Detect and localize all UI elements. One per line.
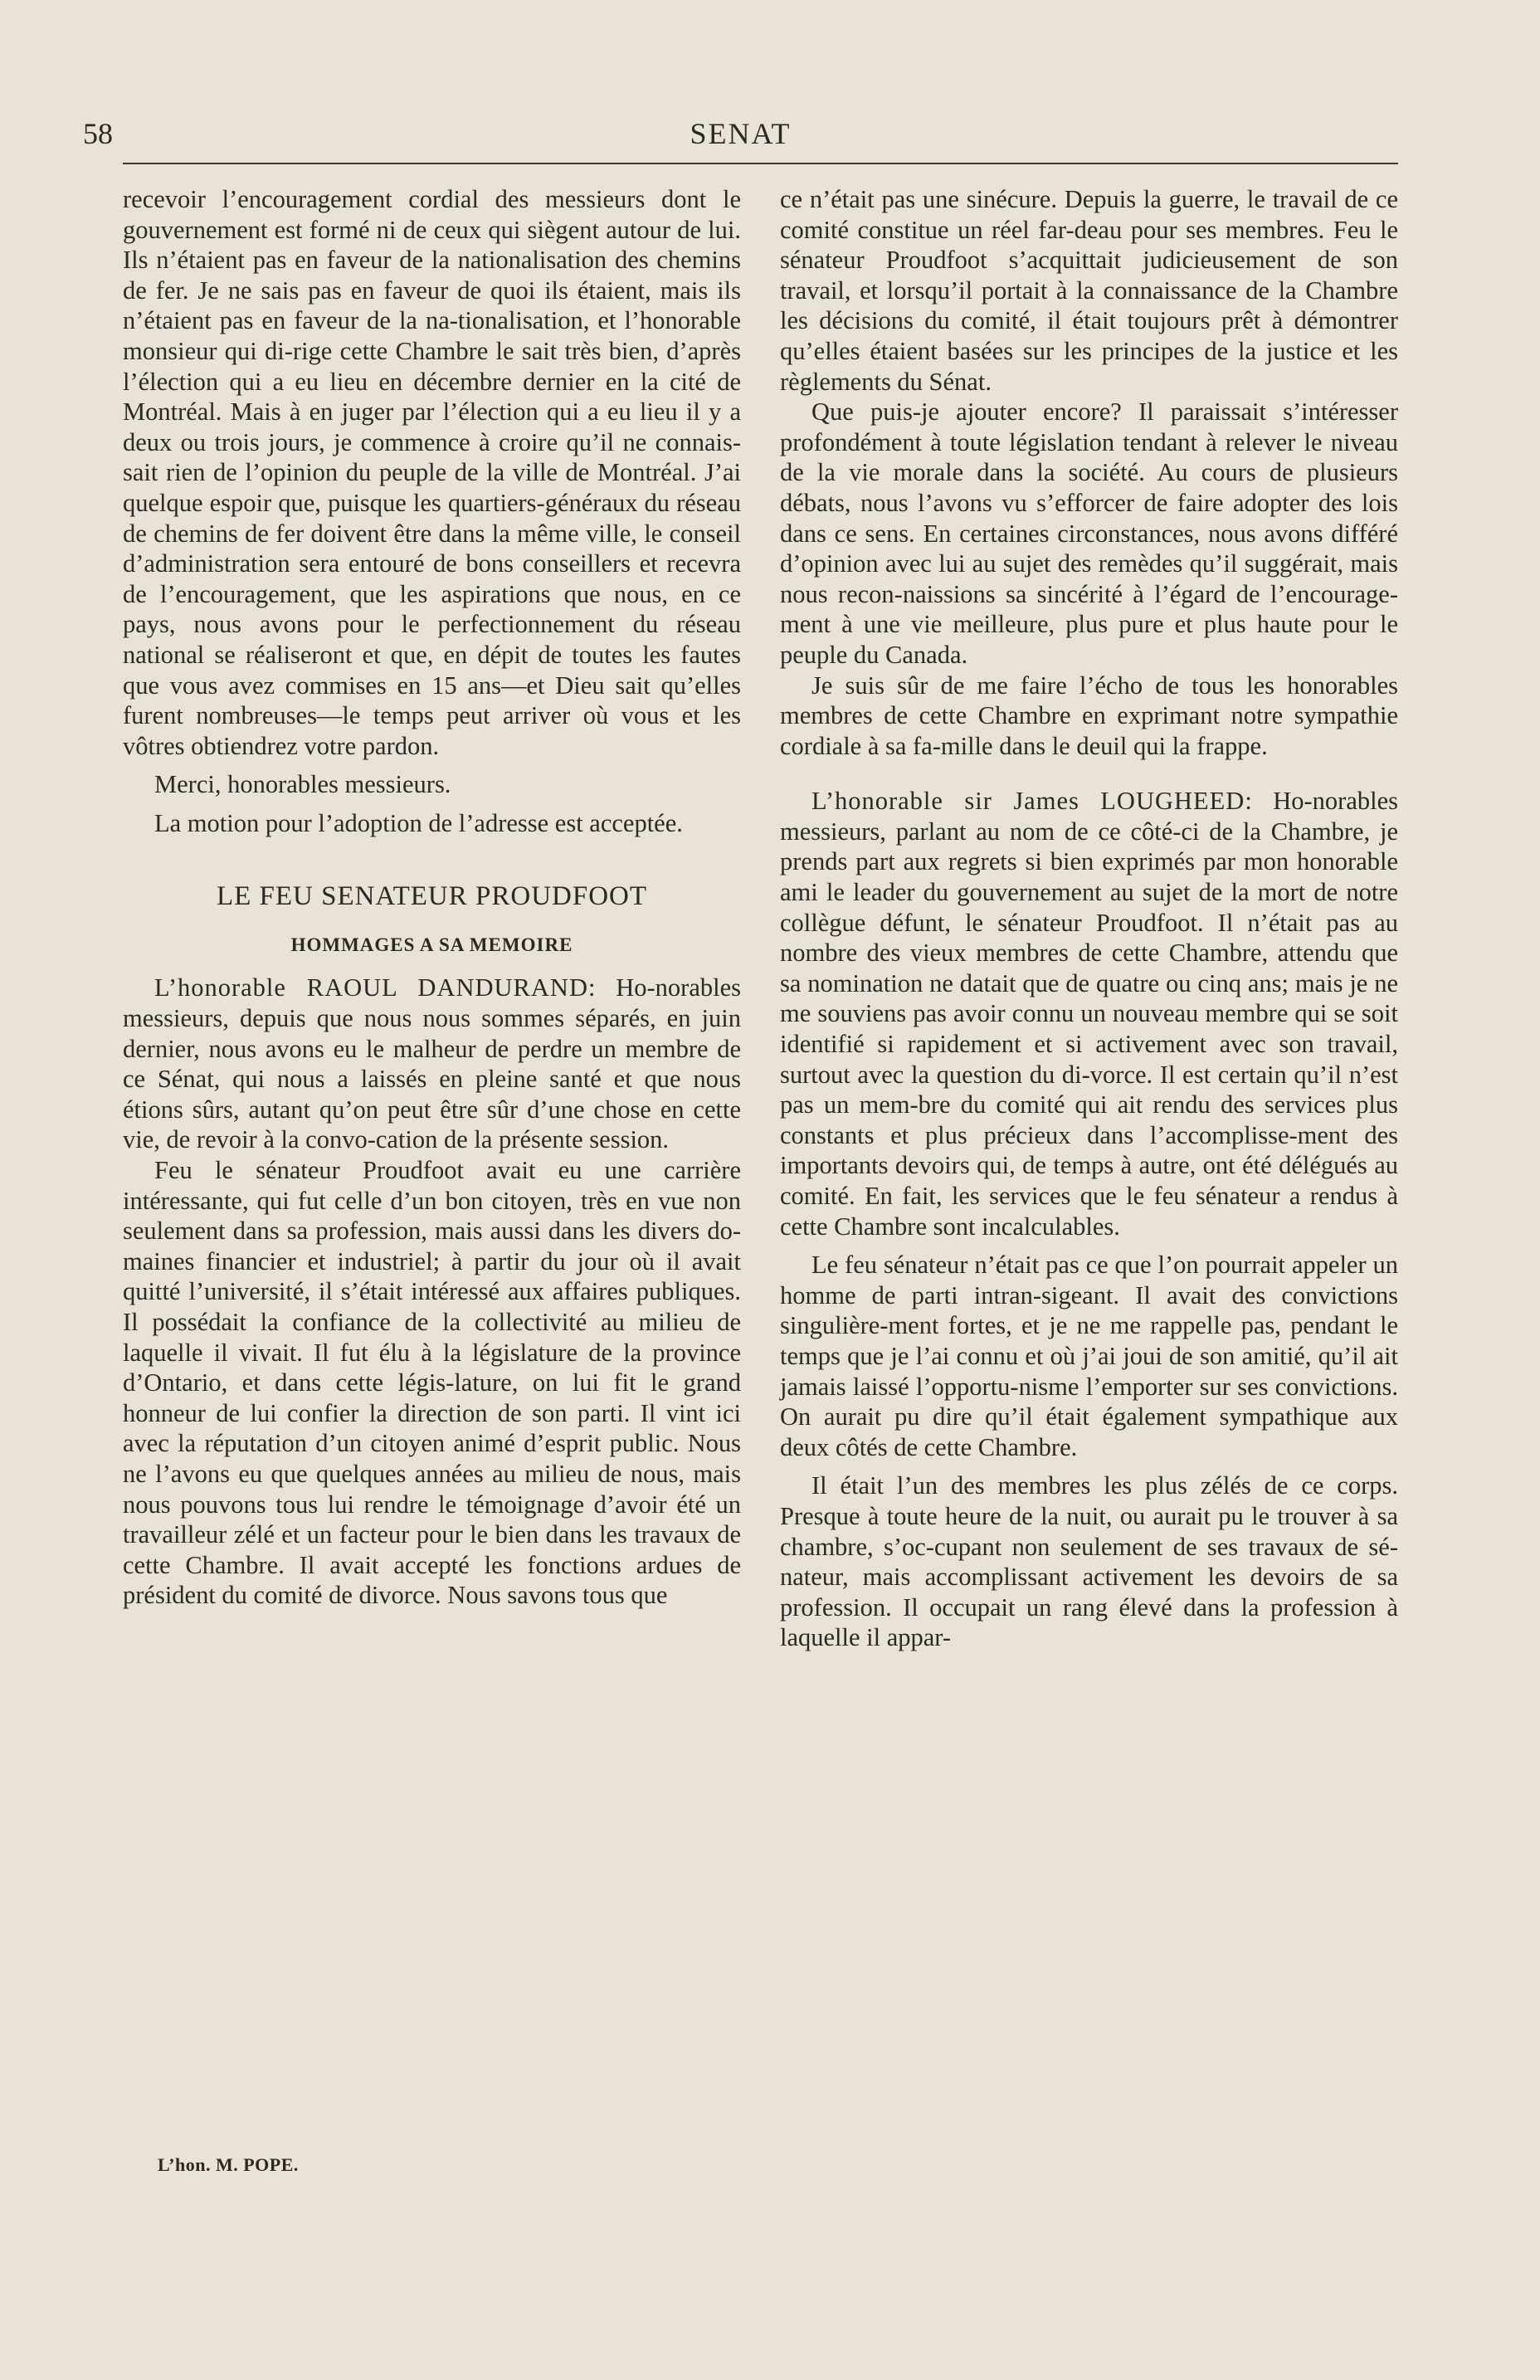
paragraph: ce n’était pas une sinécure. Depuis la guerre, le travail de ce comité constitue un réel far-deau pour ses membres. Feu le sénateur Proudfoot s’acquittait judicieusement de son travail, et lorsqu’il portait à la connaissance de la Chambre les décisions du comité, il était toujours prêt à démontrer qu’elles étaient basées sur les principes de la justice et les règlements du Sénat. <box>780 185 1398 396</box>
left-column <box>123 184 741 1611</box>
header-rule <box>123 163 1398 164</box>
speech-paragraph <box>780 786 1398 1241</box>
speech-text: Ho-norables messieurs, parlant au nom de ce côté-ci de la Chambre, je prends part aux regrets si bien exprimés par mon honorable ami le leader du gouvernement au sujet de la mort de notre collègue défunt, le sénateur Proudfoot. Il n’était pas au nombre des vieux membres de cette Chambre, attendu que sa nomination ne datait que de quatre ou cinq ans; mais je ne me souviens pas avoir connu un nouveau membre qui se soit identifié si rapidement et si activement avec son travail, surtout avec la question du di-vorce. Il est certain qu’il n’est pas un mem-bre du comité qui ait rendu des services plus constants et plus précieux dans l’accomplisse-ment des importants devoirs qui, de temps à autre, ont été délégués au comité. En fait, les services que le feu sénateur a rendus à cette Chambre sont incalculables. <box>780 787 1398 1241</box>
footnote: L’hon. M. POPE. <box>158 2154 299 2175</box>
paragraph: recevoir l’encouragement cordial des messieurs dont le gouvernement est formé ni de ceux qui siègent autour de lui. Ils n’étaient pas en faveur de la nationalisation des chemins de fer. Je ne sais pas en faveur de quoi ils étaient, mais ils n’étaient pas en faveur de la na-tionalisation, et l’honorable monsieur qui di-rige cette Chambre le sait très bien, d’après l’élection qui a eu lieu en décembre dernier en la cité de Montréal. Mais à en juger par l’élection qui a eu lieu il y a deux ou trois jours, je commence à croire qu’il ne connais-sait rien de l’opinion du peuple de la ville de Montréal. J’ai quelque espoir que, puisque les quartiers-généraux du réseau de chemins de fer doivent être dans la même ville, le conseil d’administration sera entouré de bons conseillers et recevra de l’encouragement, que les aspirations que nous, en ce pays, nous avons pour le perfectionnement du réseau national se réaliseront et que, en dépit de toutes les fautes que vous avez commises en 15 ans—et Dieu sait qu’elles furent nombreuses—le temps peut arriver où vous et les vôtres obtiendrez votre pardon. <box>123 185 741 760</box>
paragraph: Que puis-je ajouter encore? Il paraissait s’intéresser profondément à toute législation tendant à relever le niveau de la vie morale dans la société. Au cours de plusieurs débats, nous l’avons vu s’efforcer de faire adopter des lois dans ce sens. En certaines circonstances, nous avons différé d’opinion avec lui au sujet des remèdes qu’il suggérait, mais nous recon-naissions sa sincérité à l’égard de l’encourage-ment à une vie meilleure, plus pure et plus haute pour le peuple du Canada. <box>780 397 1398 669</box>
speaker-name: L’honorable sir James LOUGHEED: <box>811 787 1253 816</box>
running-header <box>83 116 1398 158</box>
paragraph: Je suis sûr de me faire l’écho de tous les honorables membres de cette Chambre en exprimant notre sympathie cordiale à sa fa-mille dans le deuil qui la frappe. <box>780 671 1398 760</box>
speech-text: Ho-norables messieurs, depuis que nous nous sommes séparés, en juin dernier, nous avons eu le malheur de perdre un membre de ce Sénat, qui nous a laissés en pleine santé et que nous étions sûrs, autant qu’on peut être sûr d’une chose en cette vie, de revoir à la convo-cation de la présente session. <box>123 973 741 1154</box>
paragraph: Le feu sénateur n’était pas ce que l’on pourrait appeler un homme de parti intran-sigeant. Il avait des convictions singulière-ment fortes, et je ne me rappelle pas, pendant le temps que je l’ai connu et où j’ai joui de son amitié, qu’il ait jamais laissé l’opportu-nisme l’emporter sur ses convictions. On aurait pu dire qu’il était également sympathique aux deux côtés de cette Chambre. <box>780 1251 1398 1461</box>
paragraph: Merci, honorables messieurs. <box>154 770 451 799</box>
subsection-title: HOMMAGES A SA MEMOIRE <box>290 934 573 956</box>
paragraph: La motion pour l’adoption de l’adresse est acceptée. <box>154 808 683 837</box>
speaker-name: L’honorable RAOUL DANDURAND: <box>154 973 597 1002</box>
paragraph: Feu le sénateur Proudfoot avait eu une carrière intéressante, qui fut celle d’un bon citoyen, très en vue non seulement dans sa profession, mais aussi dans les divers do-maines financier et industriel; à partir du jour où il avait quitté l’université, il s’était intéressé aux affaires publiques. Il possédait la confiance de la collectivité au milieu de laquelle il vivait. Il fut élu à la législature de la province d’Ontario, et dans cette légis-lature, on lui fit le grand honneur de lui confier la direction de son parti. Il vint ici avec la réputation d’un citoyen animé d’esprit public. Nous ne l’avons eu que quelques années au milieu de nous, mais nous pouvons tous lui rendre le témoignage d’avoir été un travailleur zélé et un facteur pour le bien dans les travaux de cette Chambre. Il avait accepté les fonctions ardues de président du comité de divorce. Nous savons tous que <box>123 1156 741 1610</box>
paragraph: Il était l’un des membres les plus zélés de ce corps. Presque à toute heure de la nuit, ou aurait pu le trouver à sa chambre, s’oc-cupant non seulement de ses travaux de sé-nateur, mais accomplissant activement les devoirs de sa profession. Il occupait un rang élevé dans la profession à laquelle il appar- <box>780 1471 1398 1652</box>
running-title: SENAT <box>690 117 792 150</box>
page-number: 58 <box>83 117 113 150</box>
section-title: LE FEU SENATEUR PROUDFOOT <box>216 881 648 912</box>
right-column <box>780 184 1398 1653</box>
speech-paragraph <box>123 973 741 1155</box>
